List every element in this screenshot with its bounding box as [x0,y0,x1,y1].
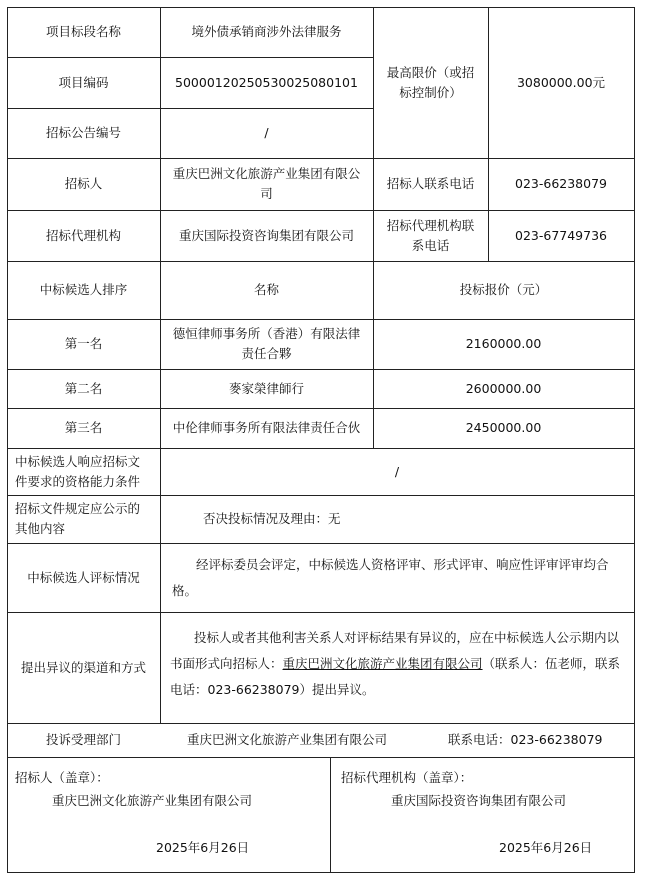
agency: 重庆国际投资咨询集团有限公司 [178,227,354,243]
candidate-rank: 第一名 [64,336,103,351]
price-header: 投标报价（元） [459,282,548,297]
review-label: 中标候选人评标情况 [27,569,140,585]
candidate-price: 2450000.00 [465,420,542,435]
other-label: 招标文件规定应公示的其他内容 [15,501,141,536]
project-code: 500001202505300250801​01 [175,74,358,90]
rank-header: 中标候选人排序 [39,282,128,297]
notice-no: / [264,125,269,140]
candidate-name: 中伦律师事务所有限法律责任合伙 [172,420,361,435]
candidate-rank: 第二名 [64,380,103,396]
bid-result-table [7,7,635,873]
agency-seal-label: 招标代理机构（盖章）： [341,770,473,785]
rule [330,757,331,873]
complaint-label: 投诉受理部门 [45,732,121,747]
tenderer-label: 招标人 [64,176,103,191]
agency-phone: 023-67749736 [515,227,607,243]
rule [7,872,635,873]
notice-no-label: 招标公告编号 [45,125,121,140]
candidate-name: 麥家榮律師行 [228,380,304,396]
tenderer-phone: 023-66238079 [515,176,607,191]
complaint-phone: 联系电话：023-66238079 [448,732,603,747]
candidate-price: 2160000.00 [465,336,542,351]
tenderer: 重庆巴洲文化旅游产业集团有限公司 [172,166,361,201]
agency-seal-name: 重庆国际投资咨询集团有限公司 [391,793,567,808]
tenderer-phone-label: 招标人联系电话 [386,176,475,191]
tenderer-seal-label: 招标人（盖章）： [15,770,109,785]
objection-value [170,625,628,703]
objection-label: 提出异议的渠道和方式 [20,659,146,675]
other-value: 否决投标情况及理由：无 [203,511,341,526]
review-value: 经评标委员会评定，中标候选人资格评审、形式评审、响应性评审评审均合格。 [172,557,609,598]
agency-phone-label: 招标代理机构联系电话 [386,217,475,253]
tenderer-seal-date: 2025年6月26日 [156,840,250,855]
rule [7,757,635,758]
candidate-rank: 第三名 [64,420,103,435]
agency-seal-date: 2025年6月26日 [499,840,593,855]
max-price-label: 最高限价（或招标控制价） [386,64,475,100]
project-code-label: 项目编码 [58,74,109,90]
project-name: 境外债承销商涉外法律服务 [191,24,342,39]
tenderer-seal-name: 重庆巴洲文化旅游产业集团有限公司 [52,793,253,808]
objection-text: 投标人或者其他利害关系人对评标结果有异议的，应在中标候选人公示期内以书面形式向招标人： [170,630,620,671]
max-price: 3080000.00元 [516,74,606,90]
qualification-value: / [394,463,400,479]
candidate-price: 2600000.00 [465,380,542,396]
name-header: 名称 [253,282,279,297]
complaint-dept: 重庆巴洲文化旅游产业集团有限公司 [187,732,388,747]
candidate-name: 德恒律师事务所（香港）有限法律责任合夥 [172,326,361,361]
objection-company: 重庆巴洲文化旅游产业集团有限公司 [282,656,483,671]
qualification-label: 中标候选人响应招标文件要求的资格能力条件 [15,453,141,489]
objection-contact: （联系人：伍老师，联系电话：023-66238079）提出异议。 [170,656,621,697]
agency-label: 招标代理机构 [45,227,121,243]
rule [634,7,635,873]
project-name-label: 项目标段名称 [45,24,121,39]
